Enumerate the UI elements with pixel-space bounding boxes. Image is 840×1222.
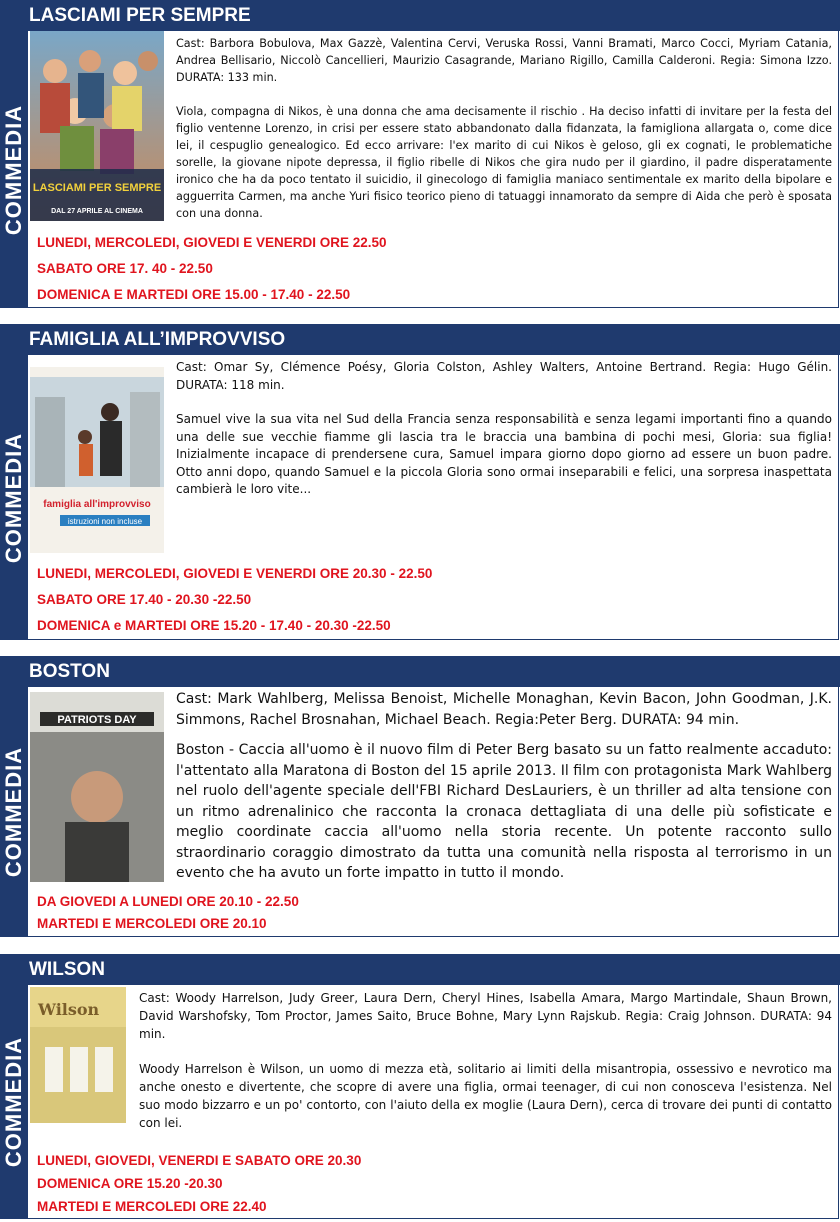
showtimes [37, 235, 387, 313]
showtime-line: SABATO ORE 17. 40 - 22.50 [37, 261, 213, 276]
movie-description [176, 359, 832, 499]
movie-poster [30, 987, 126, 1123]
movie-description [176, 35, 832, 222]
showtime-line: MARTEDI E MERCOLEDI ORE 20.10 [37, 916, 267, 931]
genre-sidebar [0, 355, 28, 640]
showtime-line: DOMENICA ORE 15.20 -20.30 [37, 1176, 223, 1191]
showtime-line: SABATO ORE 17.40 - 20.30 -22.50 [37, 592, 252, 607]
showtime-line: LUNEDI, MERCOLEDI, GIOVEDI E VENERDI ORE 22.50 [37, 235, 387, 250]
genre-sidebar [0, 687, 28, 937]
showtime-line: MARTEDI E MERCOLEDI ORE 22.40 [37, 1199, 267, 1214]
synopsis: Viola, compagna di Nikos, è una donna che ama decisamente il rischio . Ha deciso infatti di invitare per la festa del figlio ventenne Lorenzo, in crisi per essere stato abbandonato dalla fidanzata, la famigliona allargata o, come dice lei, il cespuglio genealogico. Ed ecco arrivare: l'ex marito di cui Nikos è geloso, gli ex cognati, le problematiche sorelle, la giovane nipote depressa, il figlio ribelle di Nikos che gira nudo per il giardino, il padre disperatamente ironico che ha da poco tentato il suicidio, il ginecologo di famiglia maniaco sentimentale ex marito della bipolare e agguerrita Carmen, ma anche Yuri fisico teorico pieno di tatuaggi innamorato da sempre di Aida che però è sposata con una donna. [176, 105, 832, 220]
movie-title: FAMIGLIA ALL’IMPROVVISO [0, 324, 840, 355]
genre-label: COMMEDIA [1, 104, 26, 235]
showtime-line: LUNEDI, MERCOLEDI, GIOVEDI E VENERDI ORE 20.30 - 22.50 [37, 566, 433, 581]
showtime-line: LUNEDI, GIOVEDI, VENERDI E SABATO ORE 20.30 [37, 1153, 362, 1168]
showtimes [37, 1153, 361, 1222]
showtime-line: DOMENICA e MARTEDI ORE 15.20 - 17.40 - 20.30 -22.50 [37, 618, 391, 633]
genre-sidebar [0, 31, 28, 308]
movie-title: WILSON [0, 954, 840, 985]
movie-description [176, 689, 832, 884]
showtimes [37, 894, 299, 938]
poster-title: LASCIAMI PER SEMPRE [32, 182, 162, 194]
poster-footer: istruzioni non incluse [67, 517, 143, 526]
showtimes [37, 566, 432, 644]
genre-label: COMMEDIA [1, 1036, 26, 1168]
movie-poster [30, 31, 164, 221]
genre-sidebar [0, 985, 28, 1219]
movie-card-famiglia [0, 324, 840, 640]
synopsis: Boston - Caccia all'uomo è il nuovo film di Peter Berg basato su un fatto realmente accaduto: l'attentato alla Maratona di Boston del 15 aprile 2013. Il film con protagonista Mark Wahlberg nel ruolo dell'agente speciale dell'FBI Richard DesLauriers, è un thriller ad alta tensione con un ritmo adrenalinico che racconta la cronaca dettagliata di una delle più sofisticate e meglio coordinate caccia all'uomo nella storia recente. Un potente racconto sullo straordinario coraggio dimostrato da tutta una comunità nella risposta al terrorismo in un evento che ha avuto un forte impatto in tutto il mondo. [176, 742, 832, 881]
poster-title: famiglia all'improvviso [43, 499, 151, 510]
cast-line: Cast: Woody Harrelson, Judy Greer, Laura Dern, Cheryl Hines, Isabella Amara, Margo Martindale, Shaun Brown, David Warshofsky, Tom Proctor, James Saito, Bruce Bohne, Mary Lynn Rajskub. Regia: Craig Johnson. DURATA: 94 min. [139, 991, 832, 1041]
showtime-line: DOMENICA E MARTEDI ORE 15.00 - 17.40 - 22.50 [37, 287, 351, 302]
poster-title: PATRIOTS DAY [57, 714, 137, 726]
poster-title: Wilson [38, 1000, 100, 1019]
movie-card-boston [0, 656, 840, 937]
movie-poster [30, 692, 164, 882]
synopsis: Woody Harrelson è Wilson, un uomo di mezza età, solitario ai limiti della misantropia, ossessivo e nevrotico ma anche onesto e divertente, che scopre di avere una figlia, ormai teenager, di cui non conosceva l'esistenza. Nel suo modo bizzarro e un po' contorto, con l'aiuto della ex moglie (Laura Dern), cerca di trovare dei punti di contatto con lei. [139, 1062, 832, 1130]
movie-title: BOSTON [0, 656, 840, 687]
cast-line: Cast: Omar Sy, Clémence Poésy, Gloria Colston, Ashley Walters, Antoine Bertrand. Regia: Hugo Gélin. DURATA: 118 min. [176, 360, 832, 392]
movie-card-wilson [0, 954, 840, 1219]
showtime-line: DA GIOVEDI A LUNEDI ORE 20.10 - 22.50 [37, 894, 299, 909]
genre-label: COMMEDIA [1, 746, 26, 878]
synopsis: Samuel vive la sua vita nel Sud della Francia senza responsabilità e senza legami importanti fino a quando una delle sue vecchie fiamme gli lascia tra le braccia una bambina di pochi mesi, Gloria: sua figlia! Inizialmente incapace di prendersene cura, Samuel impara giorno dopo giorno ad essere un buon padre. Otto anni dopo, quando Samuel e la piccola Gloria sono ormai inseparabili e felici, una sorpresa inaspettata cambierà le loro vite... [176, 412, 832, 496]
poster-footer: DAL 27 APRILE AL CINEMA [51, 208, 143, 215]
movie-description [139, 989, 832, 1132]
movie-title: LASCIAMI PER SEMPRE [0, 0, 840, 31]
cast-line: Cast: Mark Wahlberg, Melissa Benoist, Michelle Monaghan, Kevin Bacon, John Goodman, J.K. Simmons, Rachel Brosnahan, Michael Beach. Regia:Peter Berg. DURATA: 94 min. [176, 691, 832, 728]
movie-poster [30, 367, 164, 553]
cast-line: Cast: Barbora Bobulova, Max Gazzè, Valentina Cervi, Veruska Rossi, Vanni Bramati, Marco Cocci, Myriam Catania, Andrea Bellisario, Niccolò Cancellieri, Maurizio Casagrande, Mariano Rigillo, Camilla Calderoni. Regia: Simona Izzo. DURATA: 133 min. [176, 37, 832, 84]
genre-label: COMMEDIA [1, 432, 26, 563]
movie-card-lasciami [0, 0, 840, 308]
